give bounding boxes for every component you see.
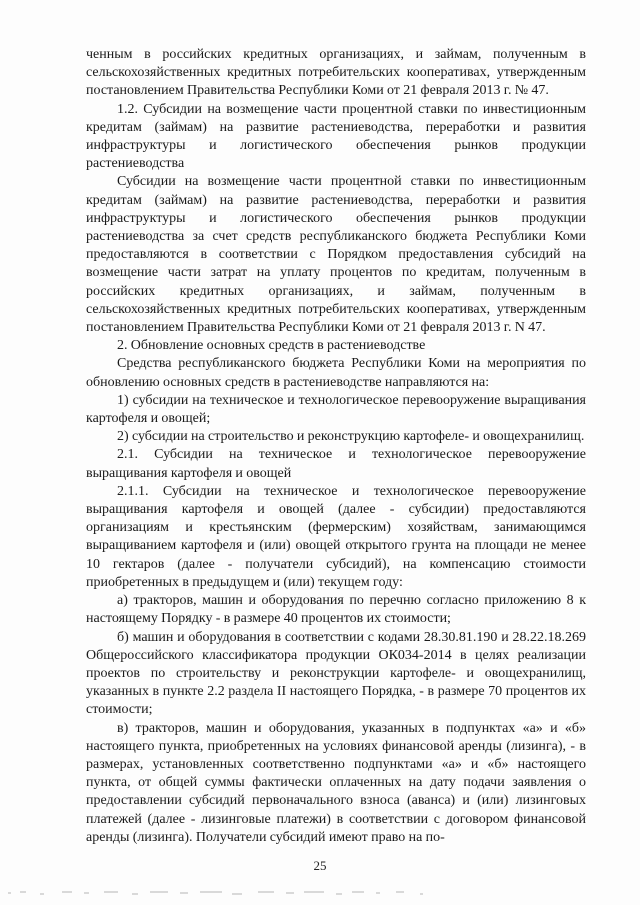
paragraph-section-2-1-heading: 2.1. Субсидии на техническое и технологическое перевооружение выращивания картофеля и овощей (86, 447, 586, 481)
paragraph-subitem-a: а) тракторов, машин и оборудования по перечню согласно приложению 8 к настоящему Порядку - в размере 40 процентов их стоимости; (86, 593, 586, 627)
scan-artifact-strip (0, 886, 640, 900)
paragraph-section-2-intro: Средства республиканского бюджета Республики Коми на мероприятия по обновлению основных средств в растениеводстве направляются на: (86, 356, 586, 390)
paragraph-continuation: ченным в российских кредитных организациях, и займам, полученным в сельскохозяйственных кредитных потребительских кооперативах, утвержденным постановлением Правительства Республики Коми от 21 февраля 2013 г. № 47. (86, 47, 586, 99)
paragraph-subitem-b: б) машин и оборудования в соответствии с кодами 28.30.81.190 и 28.22.18.269 Общероссийского классификатора продукции ОК034-2014 в целях реализации проектов по строительству и реконструкции картофеле- и овощехранилищ, указанных в пункте 2.2 раздела II настоящего Порядка, - в размере 70 процентов их стоимости; (86, 629, 586, 718)
paragraph-subitem-v: в) тракторов, машин и оборудования, указанных в подпунктах «а» и «б» настоящего пункта, приобретенных на условиях финансовой аренды (лизинга), - в размерах, установленных соответственно подпунктами «а» и «б» настоящего пункта, от общей суммы фактически оплаченных на дату подачи заявления о предоставлении субсидий первоначального взноса (аванса) и (или) лизинговых платежей (далее - лизинговые платежи) в соответствии с договором финансовой аренды (лизинга). Получатели субсидий имеют право на по- (86, 720, 586, 845)
paragraph-item-2: 2) субсидии на строительство и реконструкцию картофеле- и овощехранилищ. (117, 429, 585, 445)
paragraph-section-1-2-body: Субсидии на возмещение части процентной ставки по инвестиционным кредитам (займам) на развитие растениеводства, переработки и развития инфраструктуры и логистического обеспечения рынков продукции растениеводства за счет средств республиканского бюджета Республики Коми предоставляются в соответствии с Порядком предоставления субсидий на возмещение части затрат на уплату процентов по кредитам, полученным в российских кредитных организациях, и займам, полученным в сельскохозяйственных кредитных потребительских кооперативах, утвержденным постановлением Правительства Республики Коми от 21 февраля 2013 г. N 47. (86, 174, 586, 336)
page-number: 25 (313, 858, 327, 873)
paragraph-section-2-1-1: 2.1.1. Субсидии на техническое и технологическое перевооружение выращивания картофеля и овощей (далее - субсидии) предоставляются организациям и крестьянским (фермерским) хозяйствам, занимающимся выращиванием картофеля и (или) овощей открытого грунта на площади не менее 10 гектаров (далее - получатели субсидий), на компенсацию стоимости приобретенных в предыдущем и (или) текущем году: (86, 483, 586, 590)
paragraph-section-2-heading: 2. Обновление основных средств в растениеводстве (117, 338, 426, 354)
document-body (86, 46, 586, 847)
paragraph-section-1-2-heading: 1.2. Субсидии на возмещение части процентной ставки по инвестиционным кредитам (займам) на развитие растениеводства, переработки и развития инфраструктуры и логистического обеспечения рынков продукции растениеводства (86, 101, 586, 172)
paragraph-item-1: 1) субсидии на техническое и технологическое перевооружение выращивания картофеля и овощей; (86, 392, 586, 427)
